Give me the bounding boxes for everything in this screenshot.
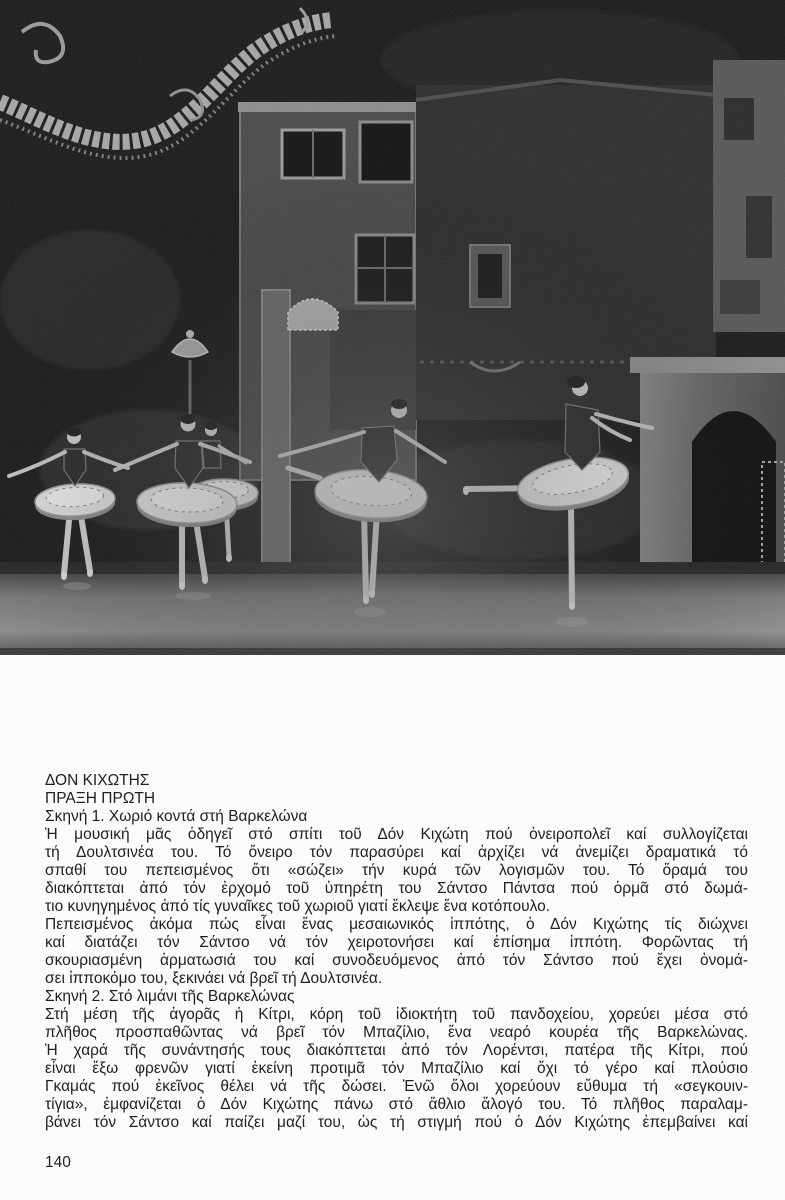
scene-1-text-line: καί διατάζει τόν Σάντσο νά τόν χειροτονήσει καί ἐπίσημα ἱππότη. Φορῶντας τή xyxy=(45,934,748,951)
scene-1-text-line: Πεπεισμένος ἀκόμα πώς εἶναι ἕνας μεσαιωνικός ἱππότης, ὁ Δόν Κιχώτης τίς διώχνει xyxy=(45,916,748,933)
scene-2-heading: Σκηνή 2. Στό λιμάνι τῆς Βαρκελώνας xyxy=(45,988,295,1005)
scene-2-text-line: εἶναι ἔξω φρενῶν γιατί ἐκείνη προτιμᾶ τόν Μπαζίλιο καί ὄχι τό γέρο καί πλούσιο xyxy=(45,1060,748,1077)
scene-1-text-line: Ἡ μουσική μᾶς ὁδηγεῖ στό σπίτι τοῦ Δόν Κιχώτη πού ὀνειροπολεῖ καί συλλογίζεται xyxy=(45,826,748,843)
scene-2-text-line: βάνει τόν Σάντσο καί παίζει μαζί του, ὡς τή στιγμή πού ὁ Δόν Κιχώτης ἐπεμβαίνει καί xyxy=(45,1114,748,1131)
scene-2-text-line: Στή μέση τῆς ἀγορᾶς ἡ Κίτρι, κόρη τοῦ ἰδιοκτήτη τοῦ πανδοχείου, χορεύει μέσα στό xyxy=(45,1006,748,1023)
scene-1-heading: Σκηνή 1. Χωριό κοντά στή Βαρκελώνα xyxy=(45,808,308,825)
scene-1-text-line: τή Δουλτσινέα του. Τό ὄνειρο τόν παρασύρει καί ἀρχίζει νά ἀνεμίζει δραματικά τό xyxy=(45,844,748,861)
scene-1-text-line: διακόπτεται ἀπό τόν ἐρχομό τοῦ ὑπηρέτη του Σάντσο Πάντσα πού ὁρμᾶ στό δωμά- xyxy=(45,880,748,897)
ballet-title: ΔΟΝ ΚΙΧΩΤΗΣ xyxy=(45,772,150,789)
synopsis-text xyxy=(45,772,748,1132)
scene-1-text-line: σκουριασμένη ἁρματωσιά του καί συνοδευόμενος ἀπό τόν Σάντσο πού ἔχει ὀνομά- xyxy=(45,952,748,969)
scene-2-text-line: πλῆθος προσπαθῶντας νά βρεῖ τόν Μπαζίλιο, ἕνα νεαρό κουρέα τῆς Βαρκελώνας. xyxy=(45,1024,748,1041)
scene-2-text-line: Ἡ χαρά τῆς συνάντησής τους διακόπτεται ἀπό τόν Λορέντσι, πατέρα τῆς Κίτρι, πού xyxy=(45,1042,748,1059)
page-number: 140 xyxy=(45,1154,71,1171)
act-heading: ΠΡΑΞΗ ΠΡΩΤΗ xyxy=(45,790,156,807)
scene-1-text-line: τιο κυνηγημένος ἀπό τίς γυναῖκες τοῦ χωριοῦ γιατί ἔκλεψε ἕνα κοτόπουλο. xyxy=(45,898,551,915)
scene-1-text-line: σπαθί του πεπεισμένος ὅτι «σώζει» τήν κυρά τῶν λογισμῶν του. Τό ὅραμά του xyxy=(45,862,748,879)
scene-1-text-line: σει ἱπποκόμο του, ξεκινάει νά βρεῖ τή Δουλτσινέα. xyxy=(45,970,383,987)
scene-2-text-line: τίγια», ἐμφανίζεται ὁ Δόν Κιχώτης πάνω στό ἄθλιο ἄλογό του. Τό πλῆθος παραλαμ- xyxy=(45,1096,748,1113)
scene-2-text-line: Γκαμάς πού ἐκεῖνος θέλει νά τῆς δώσει. Ἐνῶ ὅλοι χορεύουν εὔθυμα τή «σεγκουιν- xyxy=(45,1078,748,1095)
